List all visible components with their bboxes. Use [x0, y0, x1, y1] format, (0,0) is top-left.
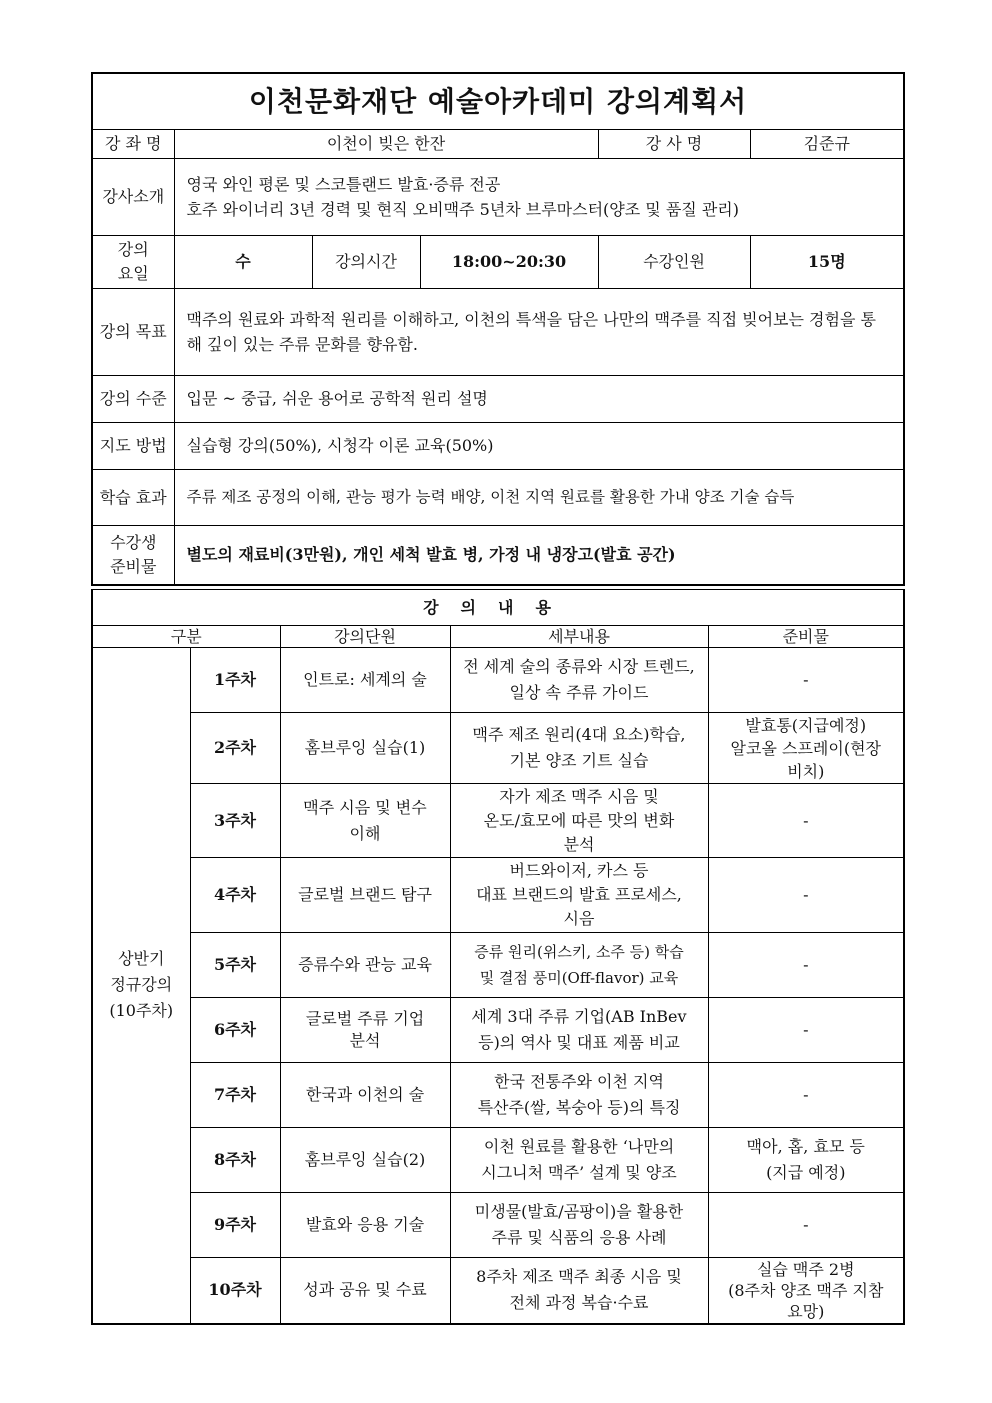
week-prep: - [708, 998, 904, 1063]
week-unit: 발효와 응용 기술 [280, 1193, 450, 1258]
day-label: 강의 요일 [92, 235, 174, 288]
table-row [92, 933, 904, 998]
table-row [92, 648, 904, 713]
week-detail: 버드와이저, 카스 등 대표 브랜드의 발효 프로세스, 시음 [450, 858, 708, 933]
week-number: 7주차 [190, 1063, 280, 1128]
method-label: 지도 방법 [92, 422, 174, 469]
week-prep: - [708, 784, 904, 858]
week-unit: 맥주 시음 및 변수 이해 [280, 784, 450, 858]
week-number: 3주차 [190, 784, 280, 858]
week-detail: 맥주 제조 원리(4대 요소)학습, 기본 양조 기트 실습 [450, 713, 708, 784]
header-category: 구분 [92, 626, 280, 648]
week-prep: 발효통(지급예정) 알코올 스프레이(현장 비치) [708, 713, 904, 784]
course-name: 이천이 빚은 한잔 [174, 129, 598, 158]
week-prep: - [708, 858, 904, 933]
week-prep: 실습 맥주 2병 (8주차 양조 맥주 지참 요망) [708, 1258, 904, 1324]
goal-text: 맥주의 원료와 과학적 원리를 이해하고, 이천의 특색을 담은 나만의 맥주를 직접 빚어보는 경험을 통해 깊이 있는 주류 문화를 향유함. [174, 288, 904, 375]
time-value: 18:00~20:30 [420, 235, 598, 288]
week-detail: 증류 원리(위스키, 소주 등) 학습 및 결점 풍미(Off-flavor) 교육 [450, 933, 708, 998]
week-prep: - [708, 1063, 904, 1128]
group-label: 상반기 정규강의 (10주차) [92, 648, 190, 1324]
week-unit: 홈브루잉 실습(1) [280, 713, 450, 784]
table-row [92, 998, 904, 1063]
prep-label: 수강생 준비물 [92, 525, 174, 585]
week-number: 4주차 [190, 858, 280, 933]
week-prep: - [708, 1193, 904, 1258]
table-row [92, 784, 904, 858]
intro-label: 강사소개 [92, 158, 174, 235]
instructor-name: 김준규 [750, 129, 904, 158]
intro-line-1: 영국 와인 평론 및 스코틀랜드 발효·증류 전공 [186, 174, 501, 194]
week-detail: 전 세계 술의 종류와 시장 트렌드, 일상 속 주류 가이드 [450, 648, 708, 713]
method-text: 실습형 강의(50%), 시청각 이론 교육(50%) [174, 422, 904, 469]
header-prep: 준비물 [708, 626, 904, 648]
intro-text [174, 158, 904, 235]
week-number: 6주차 [190, 998, 280, 1063]
week-unit: 홈브루잉 실습(2) [280, 1128, 450, 1193]
table-row [92, 1063, 904, 1128]
section-title: 강의내용 [92, 590, 904, 626]
week-number: 5주차 [190, 933, 280, 998]
week-unit: 글로벌 브랜드 탐구 [280, 858, 450, 933]
table-row [92, 1258, 904, 1324]
week-prep: - [708, 648, 904, 713]
week-detail: 미생물(발효/곰팡이)을 활용한 주류 및 식품의 응용 사례 [450, 1193, 708, 1258]
level-label: 강의 수준 [92, 375, 174, 422]
week-number: 10주차 [190, 1258, 280, 1324]
lecture-content-table [91, 589, 905, 1325]
goal-label: 강의 목표 [92, 288, 174, 375]
week-detail: 이천 원료를 활용한 ‘나만의 시그니처 맥주’ 설계 및 양조 [450, 1128, 708, 1193]
week-unit: 증류수와 관능 교육 [280, 933, 450, 998]
level-text: 입문 ~ 중급, 쉬운 용어로 공학적 원리 설명 [174, 375, 904, 422]
week-number: 9주차 [190, 1193, 280, 1258]
week-unit: 한국과 이천의 술 [280, 1063, 450, 1128]
table-row [92, 1193, 904, 1258]
prep-text: 별도의 재료비(3만원), 개인 세척 발효 병, 가정 내 냉장고(발효 공간) [174, 525, 904, 585]
effect-label: 학습 효과 [92, 469, 174, 525]
table-row [92, 858, 904, 933]
day-value: 수 [174, 235, 312, 288]
page-title: 이천문화재단 예술아카데미 강의계획서 [92, 73, 904, 129]
effect-text: 주류 제조 공정의 이해, 관능 평가 능력 배양, 이천 지역 원료를 활용한 가내 양조 기술 습득 [174, 469, 904, 525]
course-name-label: 강 좌 명 [92, 129, 174, 158]
week-detail: 8주차 제조 맥주 최종 시음 및 전체 과정 복습·수료 [450, 1258, 708, 1324]
week-prep: - [708, 933, 904, 998]
week-prep: 맥아, 홉, 효모 등 (지급 예정) [708, 1128, 904, 1193]
instructor-label: 강 사 명 [598, 129, 750, 158]
course-info-table [91, 72, 905, 586]
header-unit: 강의단원 [280, 626, 450, 648]
week-number: 8주차 [190, 1128, 280, 1193]
week-unit: 성과 공유 및 수료 [280, 1258, 450, 1324]
capacity-label: 수강인원 [598, 235, 750, 288]
week-detail: 자가 제조 맥주 시음 및 온도/효모에 따른 맛의 변화 분석 [450, 784, 708, 858]
time-label: 강의시간 [312, 235, 420, 288]
header-detail: 세부내용 [450, 626, 708, 648]
week-detail: 한국 전통주와 이천 지역 특산주(쌀, 복숭아 등)의 특징 [450, 1063, 708, 1128]
week-number: 1주차 [190, 648, 280, 713]
week-unit: 글로벌 주류 기업 분석 [280, 998, 450, 1063]
capacity-value: 15명 [750, 235, 904, 288]
week-detail: 세계 3대 주류 기업(AB InBev 등)의 역사 및 대표 제품 비교 [450, 998, 708, 1063]
table-row [92, 1128, 904, 1193]
week-unit: 인트로: 세계의 술 [280, 648, 450, 713]
week-number: 2주차 [190, 713, 280, 784]
table-row [92, 713, 904, 784]
intro-line-2: 호주 와이너리 3년 경력 및 현직 오비맥주 5년차 브루마스터(양조 및 품질 관리) [186, 199, 739, 219]
